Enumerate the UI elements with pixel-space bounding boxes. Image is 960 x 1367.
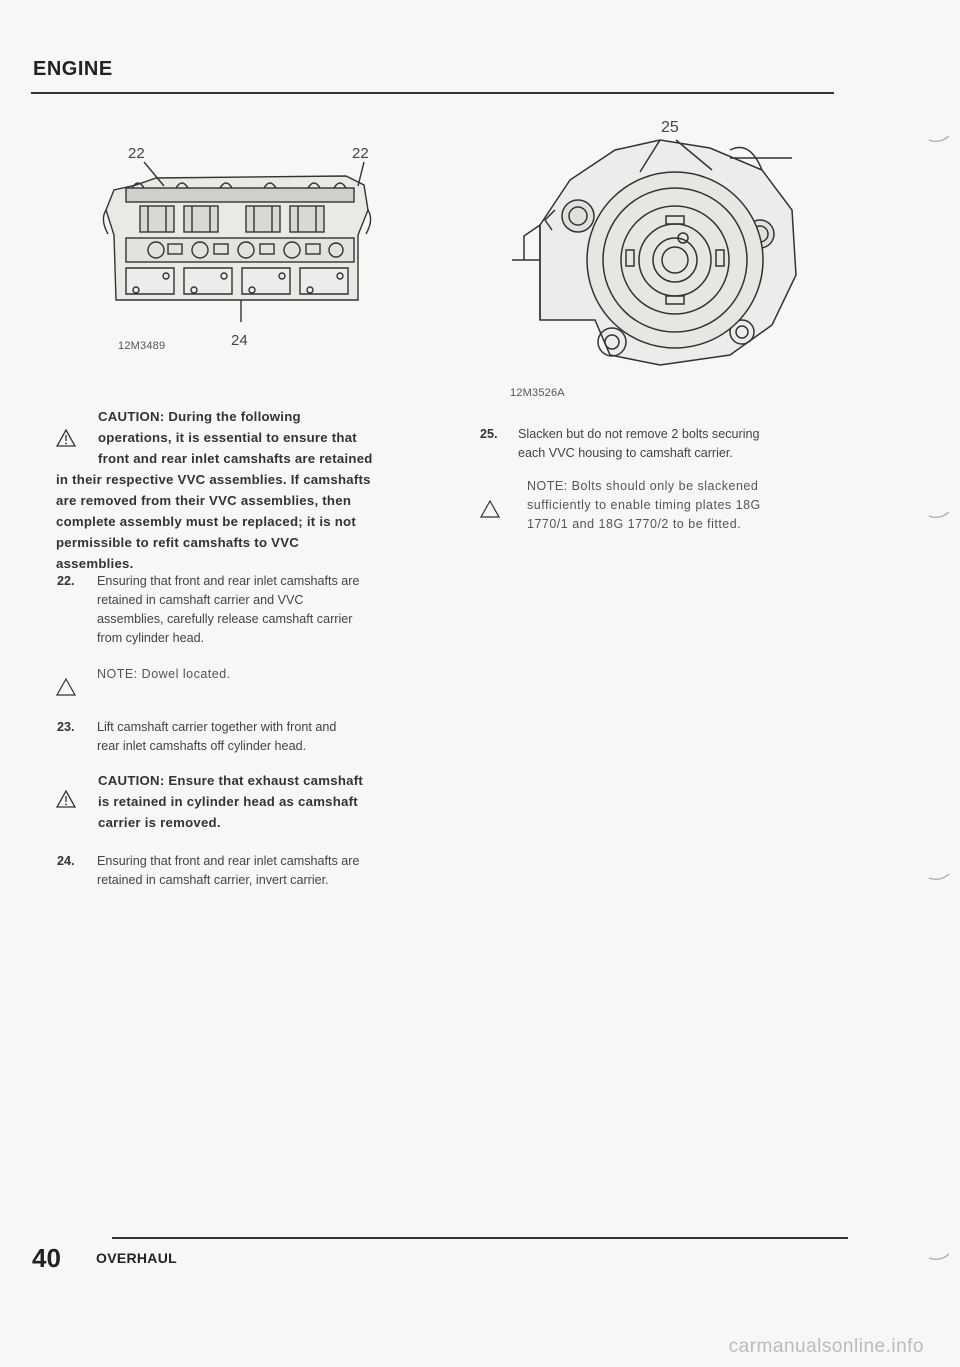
caution-1-line-4: in their respective VVC assemblies. If camshafts	[56, 472, 371, 487]
step-23-line-1: Lift camshaft carrier together with front and	[97, 720, 337, 734]
vvc-housing-illustration	[500, 110, 810, 375]
margin-mark	[928, 870, 950, 882]
note-bolts-line-2: sufficiently to enable timing plates 18G	[527, 498, 761, 512]
caution-2-line-3: carrier is removed.	[98, 815, 221, 830]
caution-1-line-6: complete assembly must be replaced; it is not	[56, 514, 356, 529]
step-23	[57, 718, 427, 758]
camshaft-carrier-illustration	[96, 140, 386, 360]
step-22-line-1: Ensuring that front and rear inlet camshafts are	[97, 574, 360, 588]
warning-triangle-icon	[56, 429, 76, 447]
watermark: carmanualsonline.info	[728, 1336, 924, 1357]
step-22	[57, 572, 427, 652]
note-dowel-located: NOTE: Dowel located.	[97, 667, 231, 681]
footer-section-title: OVERHAUL	[96, 1250, 177, 1266]
callout-22-left: 22	[128, 145, 145, 162]
figure-camshaft-carrier	[96, 140, 386, 360]
warning-triangle-icon	[56, 790, 76, 808]
caution-2-line-1: CAUTION: Ensure that exhaust camshaft	[98, 773, 363, 788]
step-22-line-2: retained in camshaft carrier and VVC	[97, 593, 304, 607]
figure-id-12M3489: 12M3489	[118, 340, 166, 352]
step-23-number: 23.	[57, 720, 75, 734]
caution-1-line-7: permissible to refit camshafts to VVC	[56, 535, 300, 550]
margin-mark	[928, 508, 950, 520]
caution-1-line-2: operations, it is essential to ensure that	[98, 430, 357, 445]
step-25	[480, 425, 840, 465]
step-25-line-1: Slacken but do not remove 2 bolts securing	[518, 427, 760, 441]
caution-1-line-8: assemblies.	[56, 556, 134, 571]
caution-2-line-2: is retained in cylinder head as camshaft	[98, 794, 358, 809]
note-triangle-icon	[480, 500, 500, 518]
margin-mark	[928, 132, 950, 144]
caution-1-line-5: are removed from their VVC assemblies, then	[56, 493, 352, 508]
callout-24: 24	[231, 332, 248, 349]
caution-1-line-1: CAUTION: During the following	[98, 409, 301, 424]
caution-block-2	[56, 770, 426, 840]
step-24	[57, 852, 427, 892]
step-22-number: 22.	[57, 574, 75, 588]
page-header-title: ENGINE	[33, 58, 113, 80]
step-24-line-2: retained in camshaft carrier, invert carrier.	[97, 873, 329, 887]
caution-1-line-3: front and rear inlet camshafts are retained	[98, 451, 373, 466]
caution-block-1	[56, 409, 426, 586]
callout-22-right: 22	[352, 145, 369, 162]
footer-rule	[112, 1237, 848, 1239]
page-number: 40	[32, 1243, 61, 1273]
step-25-line-2: each VVC housing to camshaft carrier.	[518, 446, 733, 460]
step-22-line-4: from cylinder head.	[97, 631, 205, 645]
note-triangle-icon	[56, 678, 76, 696]
header-rule	[31, 92, 834, 94]
step-23-line-2: rear inlet camshafts off cylinder head.	[97, 739, 307, 753]
figure-vvc-housing	[500, 110, 810, 375]
margin-mark	[928, 1250, 950, 1262]
figure-id-12M3526A: 12M3526A	[510, 387, 565, 399]
note-bolts-line-1: NOTE: Bolts should only be slackened	[527, 479, 759, 493]
step-22-line-3: assemblies, carefully release camshaft carrier	[97, 612, 353, 626]
note-bolts-line-3: 1770/1 and 18G 1770/2 to be fitted.	[527, 517, 742, 531]
step-25-number: 25.	[480, 427, 498, 441]
callout-25: 25	[661, 119, 679, 136]
step-24-number: 24.	[57, 854, 75, 868]
step-24-line-1: Ensuring that front and rear inlet camshafts are	[97, 854, 360, 868]
